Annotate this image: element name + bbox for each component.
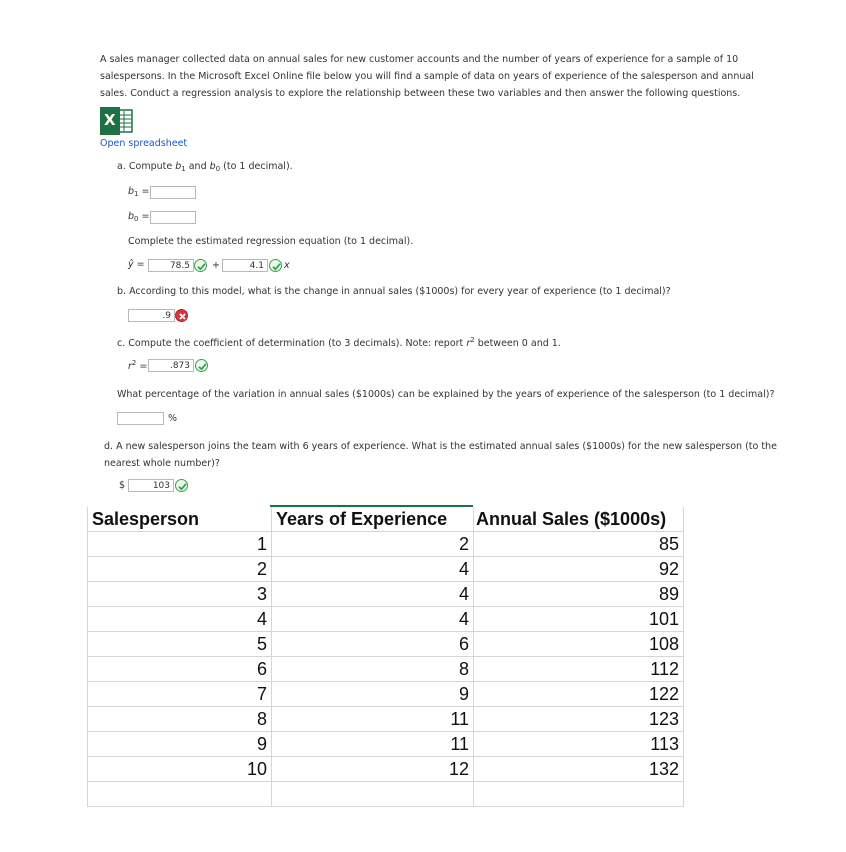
table-row [88, 707, 684, 732]
cell[interactable] [272, 782, 474, 807]
b0-label: $b_0$ = [128, 211, 150, 223]
header-years[interactable]: Years of Experience [272, 507, 474, 532]
header-row [88, 507, 684, 532]
percent-unit: % [168, 413, 178, 424]
incorrect-icon [175, 309, 188, 322]
table-row [88, 632, 684, 657]
open-spreadsheet-link[interactable]: Open spreadsheet [100, 138, 188, 149]
cell[interactable]: 122 [474, 682, 684, 707]
cell[interactable]: 2 [88, 557, 272, 582]
question-c-text-post: between 0 and 1. [474, 338, 561, 349]
question-d-prefix: d. [104, 441, 114, 452]
question-c-text-pre: Compute the coefficient of determination (to 3 decimals). Note: report [128, 338, 467, 349]
question-a-prefix: a. [117, 161, 126, 172]
cell[interactable]: 4 [272, 557, 474, 582]
r2-input[interactable]: .873 [148, 359, 194, 372]
question-a-text-post: (to 1 decimal). [220, 161, 293, 172]
cell[interactable]: 113 [474, 732, 684, 757]
x-variable: x [284, 260, 290, 271]
cell[interactable]: 101 [474, 607, 684, 632]
question-a-and: and [185, 161, 210, 172]
cell[interactable]: 7 [88, 682, 272, 707]
cell[interactable]: 6 [88, 657, 272, 682]
regression-equation-instruction: Complete the estimated regression equation (to 1 decimal). [128, 236, 414, 247]
cell[interactable]: 89 [474, 582, 684, 607]
b1-subscript: 1 [181, 165, 186, 173]
percentage-input[interactable] [117, 412, 164, 425]
question-d-text: A new salesperson joins the team with 6 years of experience. What is the estimated annual sales ($1000s) for the new salesperson (to the nearest whole number)? [104, 441, 777, 469]
b1-input[interactable] [150, 186, 196, 199]
table-row [88, 657, 684, 682]
question-a-text-pre: Compute [128, 161, 176, 172]
b0-subscript: 0 [215, 165, 221, 173]
slope-correct-icon [269, 259, 282, 272]
table-row [88, 557, 684, 582]
cell[interactable]: 6 [272, 632, 474, 657]
cell[interactable]: 92 [474, 557, 684, 582]
intercept-correct-icon [194, 259, 207, 272]
b0-symbol: b [209, 161, 216, 172]
plus-sign: + [212, 260, 220, 271]
excel-file-icon[interactable] [100, 107, 134, 135]
cell[interactable]: 4 [272, 607, 474, 632]
table-row [88, 532, 684, 557]
b1-label: $b_1$ = [128, 186, 150, 198]
cell[interactable]: 8 [88, 707, 272, 732]
b1-symbol: b [175, 161, 182, 172]
r-symbol: r [466, 338, 471, 349]
slope-input[interactable]: 4.1 [222, 259, 268, 272]
r-superscript: 2 [470, 336, 475, 344]
r2-correct-icon [195, 359, 208, 372]
cell[interactable]: 3 [88, 582, 272, 607]
question-b-text: According to this model, what is the change in annual sales ($1000s) for every year of experience (to 1 decimal)? [129, 286, 671, 297]
change-per-year-input[interactable]: .9 [128, 309, 175, 322]
table-row [88, 607, 684, 632]
question-b [117, 286, 671, 297]
intercept-input[interactable]: 78.5 [148, 259, 194, 272]
cell[interactable]: 2 [272, 532, 474, 557]
cell[interactable]: 11 [272, 732, 474, 757]
question-c-prefix: c. [117, 338, 126, 349]
cell[interactable]: 10 [88, 757, 272, 782]
cell[interactable]: 132 [474, 757, 684, 782]
cell[interactable]: 11 [272, 707, 474, 732]
cell[interactable] [474, 782, 684, 807]
cell[interactable]: 112 [474, 657, 684, 682]
estimated-sales-correct-icon [175, 479, 188, 492]
b0-input[interactable] [150, 211, 196, 224]
table-row [88, 757, 684, 782]
header-salesperson[interactable]: Salesperson [88, 507, 272, 532]
cell[interactable]: 1 [88, 532, 272, 557]
question-c [117, 336, 561, 349]
table-row [88, 682, 684, 707]
cell[interactable]: 123 [474, 707, 684, 732]
question-a [117, 161, 293, 173]
problem-statement: A sales manager collected data on annual sales for new customer accounts and the number of years of experience for a sample of 10 salespersons. In the Microsoft Excel Online file below you will find a sample of data on years of experience of the salesperson and annual sales. Conduct a regression analysis to explore the relationship between these two variables and then answer the following questions. [100, 54, 754, 99]
cell[interactable]: 8 [272, 657, 474, 682]
table-row [88, 582, 684, 607]
cell[interactable] [88, 782, 272, 807]
question-d [104, 438, 784, 472]
cell[interactable]: 9 [272, 682, 474, 707]
estimated-sales-input[interactable]: 103 [128, 479, 174, 492]
cell[interactable]: 85 [474, 532, 684, 557]
percentage-question: What percentage of the variation in annual sales ($1000s) can be explained by the years of experience of the salesperson (to 1 decimal)? [117, 389, 775, 400]
empty-row [88, 782, 684, 807]
r2-label: $r^2$ = [128, 359, 148, 372]
cell[interactable]: 9 [88, 732, 272, 757]
cell[interactable]: 5 [88, 632, 272, 657]
cell[interactable]: 4 [88, 607, 272, 632]
yhat-label: ŷ = [128, 259, 145, 270]
excel-icon-letter: X [104, 111, 116, 129]
currency-symbol: $ [119, 480, 126, 491]
data-table [87, 507, 684, 807]
header-sales[interactable]: Annual Sales ($1000s) [474, 507, 684, 532]
table-row [88, 732, 684, 757]
cell[interactable]: 108 [474, 632, 684, 657]
cell[interactable]: 4 [272, 582, 474, 607]
question-b-prefix: b. [117, 286, 127, 297]
cell[interactable]: 12 [272, 757, 474, 782]
